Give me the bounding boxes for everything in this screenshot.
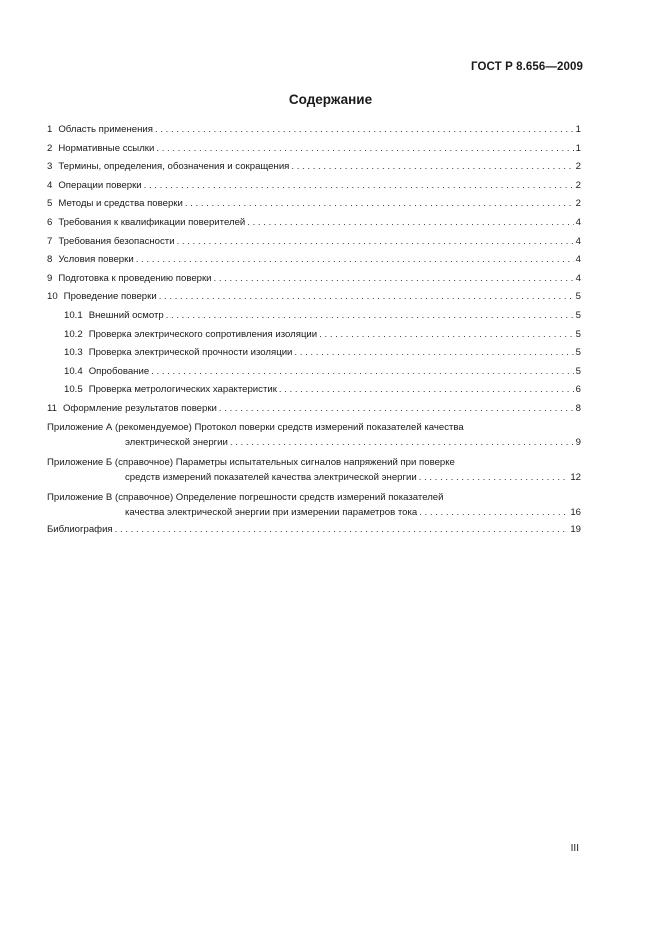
toc-item[interactable] (47, 177, 581, 196)
dot-leader (166, 307, 574, 326)
toc-item-label: Область применения (58, 124, 153, 135)
toc-subitem[interactable] (47, 381, 581, 400)
dot-leader (319, 326, 574, 345)
toc-item-page: 5 (575, 291, 581, 303)
toc-item-number: 4 (47, 179, 53, 191)
dot-leader (214, 270, 574, 289)
toc-item-page: 4 (575, 272, 581, 284)
dot-leader (136, 251, 574, 270)
toc-item-label: Опробование (88, 365, 150, 377)
toc-item-label: Методы и средства поверки (58, 198, 183, 210)
toc-item-page: 9 (575, 436, 581, 448)
toc-item-page: 4 (575, 216, 581, 228)
dot-leader (155, 121, 574, 140)
toc-item-label: Требования безопасности (58, 235, 175, 247)
toc-item-number: 7 (47, 235, 53, 247)
toc-item-number: 8 (47, 254, 53, 266)
toc-item-number: 10.4 (64, 365, 83, 377)
dot-leader (230, 435, 574, 450)
toc-item[interactable] (47, 214, 581, 233)
toc-item-label: Проверка электрической прочности изоляции (88, 347, 293, 359)
toc-item-page: 1 (575, 142, 581, 154)
dot-leader (291, 158, 573, 177)
toc-item[interactable] (47, 195, 581, 214)
toc-item-label: Оформление результатов поверки (62, 402, 217, 414)
dot-leader (419, 505, 568, 520)
toc-subitem[interactable] (47, 307, 581, 326)
toc-item-label: Подготовка к проведению поверки (58, 272, 212, 284)
toc-item-label: Библиография (47, 523, 113, 535)
toc-item-number: 2 (47, 142, 53, 154)
toc-item-label: Нормативные ссылки (58, 142, 155, 154)
appendix-title-continuation: качества электрической энергии при измерении параметров тока (125, 506, 418, 518)
dot-leader (294, 344, 573, 363)
toc-item-number: 1 (47, 124, 53, 135)
toc-item-page: 5 (575, 309, 581, 321)
toc-subitem[interactable] (47, 344, 581, 363)
appendix-entry[interactable] (47, 490, 581, 520)
toc-item-label: Проверка электрического сопротивления изоляции (88, 328, 318, 340)
toc-item-label: Проверка метрологических характеристик (88, 384, 277, 396)
appendix-title-continuation: средств измерений показателей качества электрической энергии (125, 471, 417, 483)
toc-item[interactable] (47, 400, 581, 419)
toc-item-page: 19 (570, 523, 581, 535)
toc-item-label: Операции поверки (58, 179, 142, 191)
toc-item-page: 1 (575, 124, 581, 135)
toc-item-page: 8 (575, 402, 581, 414)
toc-subitem[interactable] (47, 326, 581, 345)
appendix-title: Приложение Б (справочное) Параметры испытательных сигналов напряжений при поверке (47, 456, 455, 468)
toc-item-label: Условия поверки (58, 254, 134, 266)
toc-item[interactable] (47, 270, 581, 289)
toc-item-page: 4 (575, 254, 581, 266)
toc-item-number: 10 (47, 291, 58, 303)
toc-item-page: 5 (575, 347, 581, 359)
toc-item-number: 11 (47, 402, 57, 414)
toc-item[interactable] (47, 233, 581, 252)
toc-item-page: 4 (575, 235, 581, 247)
appendix-entry[interactable] (47, 455, 581, 485)
toc-item-page: 2 (575, 198, 581, 210)
appendix-entry[interactable] (47, 420, 581, 450)
toc-item-page: 2 (575, 179, 581, 191)
dot-leader (419, 470, 569, 485)
dot-leader (279, 381, 574, 400)
toc-item-label: Требования к квалификации поверителей (58, 216, 246, 228)
toc-item-number: 6 (47, 216, 53, 228)
toc-item-page: 2 (575, 161, 581, 173)
dot-leader (151, 363, 573, 382)
dot-leader (185, 195, 574, 214)
toc-item-number: 10.5 (64, 384, 83, 396)
toc-item-number: 5 (47, 198, 53, 210)
dot-leader (247, 214, 573, 233)
appendix-title-continuation: электрической энергии (125, 436, 228, 448)
toc-item-label: Внешний осмотр (88, 309, 164, 321)
toc-item[interactable] (47, 140, 581, 159)
toc-item-page: 12 (570, 471, 581, 483)
toc-item-number: 9 (47, 272, 53, 284)
dot-leader (144, 177, 574, 196)
toc-item-page: 6 (575, 384, 581, 396)
toc-item-label: Проведение поверки (63, 291, 157, 303)
toc-item[interactable] (47, 251, 581, 270)
page-title: Содержание (288, 92, 373, 107)
toc-item[interactable] (47, 158, 581, 177)
dot-leader (156, 140, 573, 159)
toc-item-number: 10.2 (64, 328, 83, 340)
appendix-title: Приложение А (рекомендуемое) Протокол поверки средств измерений показателей качества (47, 421, 464, 433)
toc-item-label: Термины, определения, обозначения и сокращения (58, 161, 290, 173)
dot-leader (159, 288, 574, 307)
document-code: ГОСТ Р 8.656—2009 (471, 61, 583, 73)
toc-item-number: 3 (47, 161, 53, 173)
toc-item-bibliography[interactable] (47, 521, 581, 540)
toc-item[interactable] (47, 121, 581, 140)
toc-item-number: 10.1 (64, 309, 83, 321)
dot-leader (115, 521, 569, 540)
appendix-title: Приложение В (справочное) Определение погрешности средств измерений показателей (47, 491, 444, 503)
dot-leader (177, 233, 574, 252)
toc-item-page: 5 (575, 365, 581, 377)
toc-item-number: 10.3 (64, 347, 83, 359)
page-number: III (570, 843, 579, 854)
toc-subitem[interactable] (47, 363, 581, 382)
dot-leader (219, 400, 574, 419)
toc-item[interactable] (47, 288, 581, 307)
table-of-contents (47, 121, 581, 539)
toc-item-page: 5 (575, 328, 581, 340)
toc-item-page: 16 (570, 506, 581, 518)
